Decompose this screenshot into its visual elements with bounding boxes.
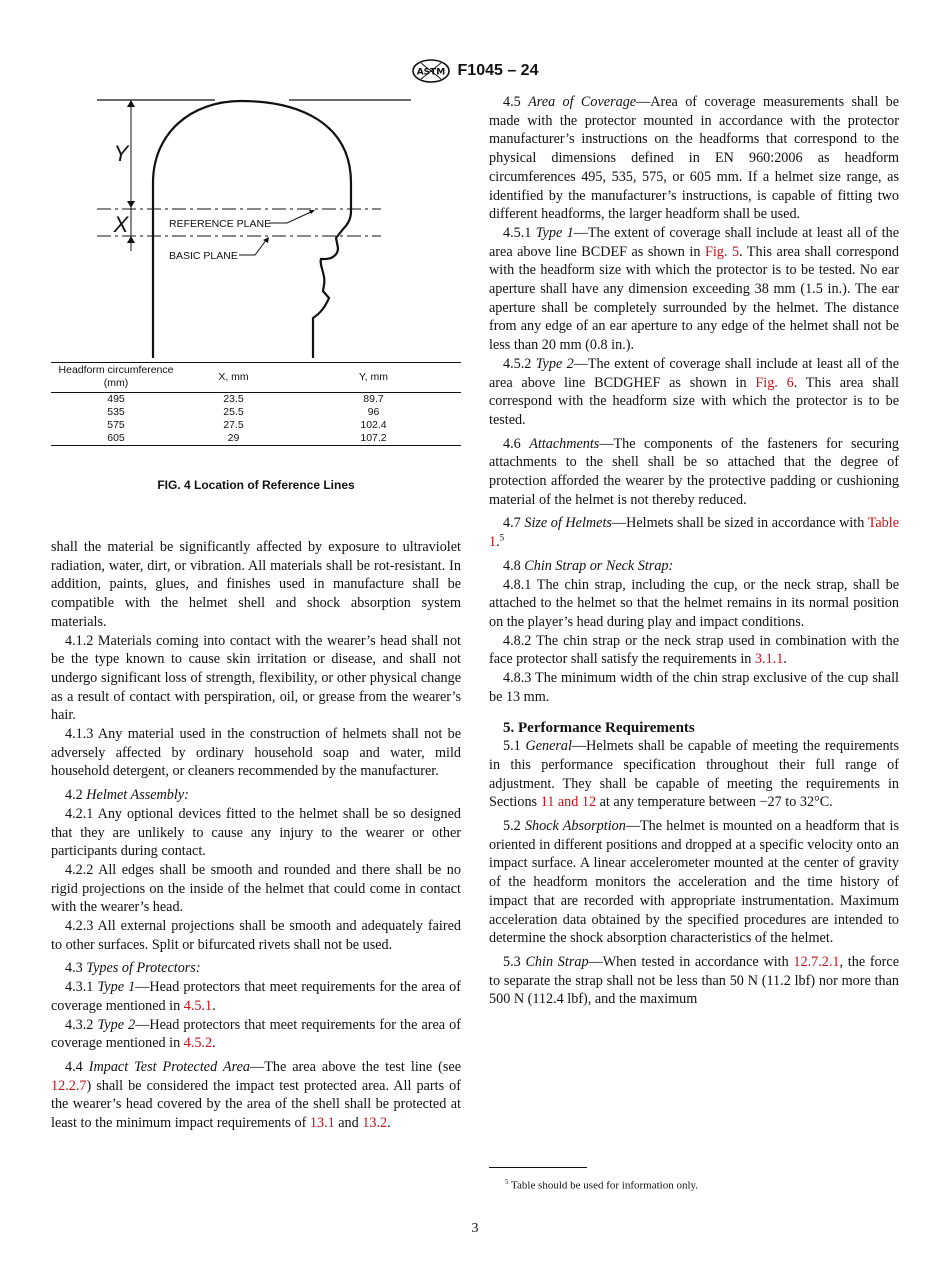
section-number: 4.3.2 bbox=[65, 1016, 98, 1033]
term: Impact Test Protected Area bbox=[88, 1058, 250, 1075]
text: —The components of the fasteners for securing attachments to the shell shall be so attached that the degree of protection afforded the wearer by the protective padding or cushioning material of the helmet is not thereby reduced. bbox=[489, 435, 900, 508]
column-header-y: Y, mm bbox=[286, 363, 461, 393]
term: General bbox=[525, 738, 572, 755]
table-cell: 535 bbox=[107, 406, 125, 418]
table-cell: 605 bbox=[107, 432, 125, 444]
paragraph-4-2-3: 4.2.3 All external projections shall be smooth and adequately faired to other surfaces. Split or bifurcated rivets shall not be used. bbox=[51, 918, 461, 953]
term: Type 1 bbox=[535, 224, 574, 241]
section-link[interactable]: 12.2.7 bbox=[51, 1077, 87, 1094]
paragraph-4-5 bbox=[489, 93, 899, 224]
section-link[interactable]: 13.2 bbox=[362, 1115, 388, 1132]
text: 4.8.2 The chin strap or the neck strap used in combination with the face protector shall satisfy the requirements in bbox=[489, 632, 899, 668]
section-link[interactable]: 11 and 12 bbox=[540, 794, 597, 811]
paragraph-4-5-2 bbox=[489, 355, 899, 430]
text: . bbox=[212, 1035, 216, 1052]
paragraph-5-3 bbox=[489, 953, 899, 1009]
table-row bbox=[51, 419, 461, 432]
section-link[interactable]: 12.7.2.1 bbox=[793, 953, 840, 970]
table-row bbox=[51, 393, 461, 407]
table-cell: 107.2 bbox=[360, 432, 387, 444]
table-cell: 29 bbox=[227, 432, 240, 444]
right-column bbox=[489, 93, 899, 1009]
section-number: 4.2 bbox=[65, 787, 87, 804]
paragraph-5-2 bbox=[489, 817, 899, 948]
section-number: 4.8 bbox=[503, 557, 525, 574]
left-column bbox=[51, 538, 461, 1133]
table-cell: 23.5 bbox=[223, 393, 244, 405]
arrow-up-icon bbox=[127, 236, 135, 243]
basic-plane-leader bbox=[239, 239, 267, 255]
standard-designation: F1045 – 24 bbox=[457, 62, 539, 79]
section-5-heading: 5. Performance Requirements bbox=[503, 719, 695, 736]
paragraph-4-1-3: 4.1.3 Any material used in the construction of helmets shall not be adversely affected by ordinary household soap and water, mild household detergent, or cleaners recommended by the manufacturer. bbox=[51, 726, 461, 780]
text: —The helmet is mounted on a headform that is oriented in different positions and dropped at a specific velocity onto an impact surface. A linear accelerometer mounted at the center of gravity of the headform monitors the acceleration and the time history of impact that are recorded with appropriate instrumentation. Maximum acceleration data obtained by the specified procedures are intended to determine the shock absorption characteristics of the helmet. bbox=[489, 818, 899, 947]
reference-lines-figure bbox=[51, 93, 461, 363]
footnote-marker[interactable]: 5 bbox=[499, 532, 505, 543]
text: . This area shall correspond with the headform size with which the protector is to be tested. No ear aperture shall have any dimension exceeding 38 mm (1.5 in.). The ear aperture shall be completely surrounded by the helmet. The distance from any edge of an ear aperture to any edge of the helmet shall not be less than 20 mm (0.8 in.). bbox=[489, 243, 899, 354]
paragraph-4-8-2 bbox=[489, 632, 899, 669]
text: , the force to separate the strap shall not be less than 50 N (11.2 lbf) nor more than 500 N (112.4 lbf), and the maximum bbox=[489, 953, 899, 1008]
section-number: 5.1 bbox=[503, 738, 526, 755]
table-cell: 89.7 bbox=[363, 393, 384, 405]
arrow-up-icon bbox=[127, 100, 135, 107]
table-row bbox=[51, 432, 461, 446]
section-number: 4.4 bbox=[65, 1058, 89, 1075]
text: —Head protectors that meet requirements for the area of coverage mentioned in bbox=[51, 1016, 461, 1052]
text: —The extent of coverage shall include at least all of the area above line BCDEF as shown in bbox=[489, 224, 900, 260]
term: Shock Absorption bbox=[524, 818, 626, 835]
headform-dimensions-table bbox=[51, 362, 461, 446]
paragraph-4-2-1: 4.2.1 Any optional devices fitted to the helmet shall be so designed that they are unlikely to cause any injury to the wearer or other participants during contact. bbox=[51, 805, 461, 860]
section-number: 4.3 bbox=[65, 960, 87, 977]
text: and bbox=[334, 1115, 363, 1132]
section-4-2-heading bbox=[51, 786, 461, 805]
text: . bbox=[212, 997, 216, 1014]
text: . bbox=[387, 1115, 391, 1132]
section-number: 4.5.1 bbox=[503, 224, 536, 241]
text: —The extent of coverage shall include at least all of the area above line BCDGHEF as shown in bbox=[489, 355, 900, 391]
text: . bbox=[496, 534, 500, 551]
figure-link[interactable]: Fig. 6 bbox=[755, 374, 794, 391]
basic-plane-label: BASIC PLANE bbox=[169, 250, 238, 262]
table-cell: 575 bbox=[107, 419, 125, 431]
text: —When tested in accordance with bbox=[588, 953, 794, 970]
reference-plane-leader bbox=[269, 211, 313, 223]
term: Type 2 bbox=[97, 1016, 136, 1033]
paragraph-4-5-1 bbox=[489, 224, 899, 355]
text: at any temperature between −27 to 32°C. bbox=[596, 794, 833, 811]
logo-text: ASTM bbox=[416, 67, 445, 78]
section-title: Helmet Assembly: bbox=[86, 787, 189, 804]
section-4-3-heading bbox=[51, 959, 461, 978]
column-header-x: X, mm bbox=[181, 363, 286, 393]
footnote-number: 5 bbox=[505, 1178, 509, 1186]
section-number: 4.3.1 bbox=[65, 979, 98, 996]
page-number: 3 bbox=[471, 1221, 479, 1236]
text: . This area shall correspond with the headform size with which the protector is to be tested. bbox=[489, 374, 899, 428]
reference-plane-label: REFERENCE PLANE bbox=[169, 218, 272, 230]
paragraph-4-1-2: 4.1.2 Materials coming into contact with the wearer’s head shall not be the type known to cause skin irritation or disease, and shall not undergo significant loss of strength, flexibility, or other physical change as a result of contact with perspiration, oil, or grease from the wearer’s hair. bbox=[51, 632, 461, 724]
text: —Head protectors that meet requirements for the area of coverage mentioned in bbox=[51, 979, 461, 1014]
footnote bbox=[505, 1178, 698, 1192]
page-header bbox=[0, 58, 950, 84]
footnote-text: Table should be used for information only. bbox=[508, 1179, 699, 1192]
term: Type 1 bbox=[97, 979, 136, 996]
table-cell: 25.5 bbox=[223, 406, 244, 418]
paragraph: shall the material be significantly affected by exposure to ultraviolet radiation, water, dirt, or vibration. All materials shall be rot-resistant. In addition, paints, glues, and finishes used in manufacture shall be compatible with the helmet shell and shock absorption system materials. bbox=[51, 539, 461, 630]
section-title: Chin Strap or Neck Strap: bbox=[524, 557, 674, 574]
term: Size of Helmets bbox=[524, 515, 612, 532]
figure-link[interactable]: Fig. 5 bbox=[704, 243, 740, 260]
text: . bbox=[783, 651, 787, 668]
leader-arrow-icon bbox=[263, 237, 269, 243]
table-cell: 27.5 bbox=[223, 419, 244, 431]
section-link[interactable]: 4.5.1 bbox=[183, 997, 213, 1014]
paragraph-4-8-1: 4.8.1 The chin strap, including the cup, or the neck strap, shall be attached to the helmet so that the helmet remains in its normal position on the player’s head during play and impact conditions. bbox=[489, 576, 899, 630]
text: —The area above the test line (see bbox=[250, 1058, 462, 1075]
text: —Helmets shall be sized in accordance with bbox=[611, 515, 868, 532]
arrow-down-icon bbox=[127, 201, 135, 208]
section-link[interactable]: 3.1.1 bbox=[754, 651, 784, 668]
table-header-row bbox=[51, 363, 461, 393]
footnote-divider bbox=[489, 1167, 587, 1168]
term: Chin Strap bbox=[525, 953, 589, 970]
astm-logo-icon bbox=[412, 59, 450, 83]
column-header-circumference: Headform circumference (mm) bbox=[51, 363, 181, 393]
paragraph-5-1 bbox=[489, 737, 899, 812]
paragraph-4-3-1 bbox=[51, 978, 461, 1015]
paragraph-4-7 bbox=[489, 514, 899, 551]
section-4-8-heading bbox=[489, 557, 899, 576]
label-x: X bbox=[113, 212, 129, 237]
table-cell: 495 bbox=[107, 393, 125, 405]
table-cell: 102.4 bbox=[360, 419, 387, 431]
term: Area of Coverage bbox=[528, 94, 637, 110]
text: ) shall be considered the impact test protected area. All parts of the wearer’s head covered by the area of the shell shall be protected at least to the minimum impact requirements of bbox=[51, 1077, 461, 1132]
text: —Helmets shall be capable of meeting the requirements in this performance specification throughout their full range of adjustment. They shall be capable of meeting the requirements in Sections bbox=[489, 738, 899, 811]
section-number: 4.6 bbox=[503, 435, 530, 452]
table-cell: 96 bbox=[367, 406, 380, 418]
paragraph-4-4 bbox=[51, 1058, 461, 1133]
term: Type 2 bbox=[535, 355, 574, 372]
label-y: Y bbox=[113, 141, 129, 166]
section-number: 5.3 bbox=[503, 953, 526, 970]
section-number: 4.5.2 bbox=[503, 355, 536, 372]
section-title: Types of Protectors: bbox=[86, 960, 201, 977]
paragraph-4-3-2 bbox=[51, 1016, 461, 1053]
section-number: 4.7 bbox=[503, 515, 525, 532]
table-link[interactable]: Table 1 bbox=[489, 515, 899, 551]
section-number: 4.5 bbox=[503, 94, 529, 110]
figure-caption: FIG. 4 Location of Reference Lines bbox=[157, 478, 355, 492]
paragraph-4-6 bbox=[489, 435, 899, 510]
section-link[interactable]: 4.5.2 bbox=[183, 1035, 213, 1052]
text: —Area of coverage measurements shall be made with the protector mounted in accordance with the protector manufacturer’s instructions on the headforms that correspond to the physical dimensions defined in EN 960:2006 as headform circumferences 495, 535, 575, or 605 mm. If a helmet size range, as identified by the manufacturer’s instructions, is capable of fitting two different headforms, the larger headform shall be used. bbox=[489, 94, 900, 223]
paragraph-4-8-3: 4.8.3 The minimum width of the chin strap exclusive of the cup shall be 13 mm. bbox=[489, 670, 899, 705]
paragraph-4-2-2: 4.2.2 All edges shall be smooth and rounded and there shall be no rigid projections on the inside of the helmet that could come in contact with the wearer’s head. bbox=[51, 861, 461, 916]
section-number: 5.2 bbox=[503, 818, 525, 835]
table-row bbox=[51, 406, 461, 419]
section-link[interactable]: 13.1 bbox=[309, 1115, 335, 1132]
term: Attachments bbox=[529, 435, 600, 452]
